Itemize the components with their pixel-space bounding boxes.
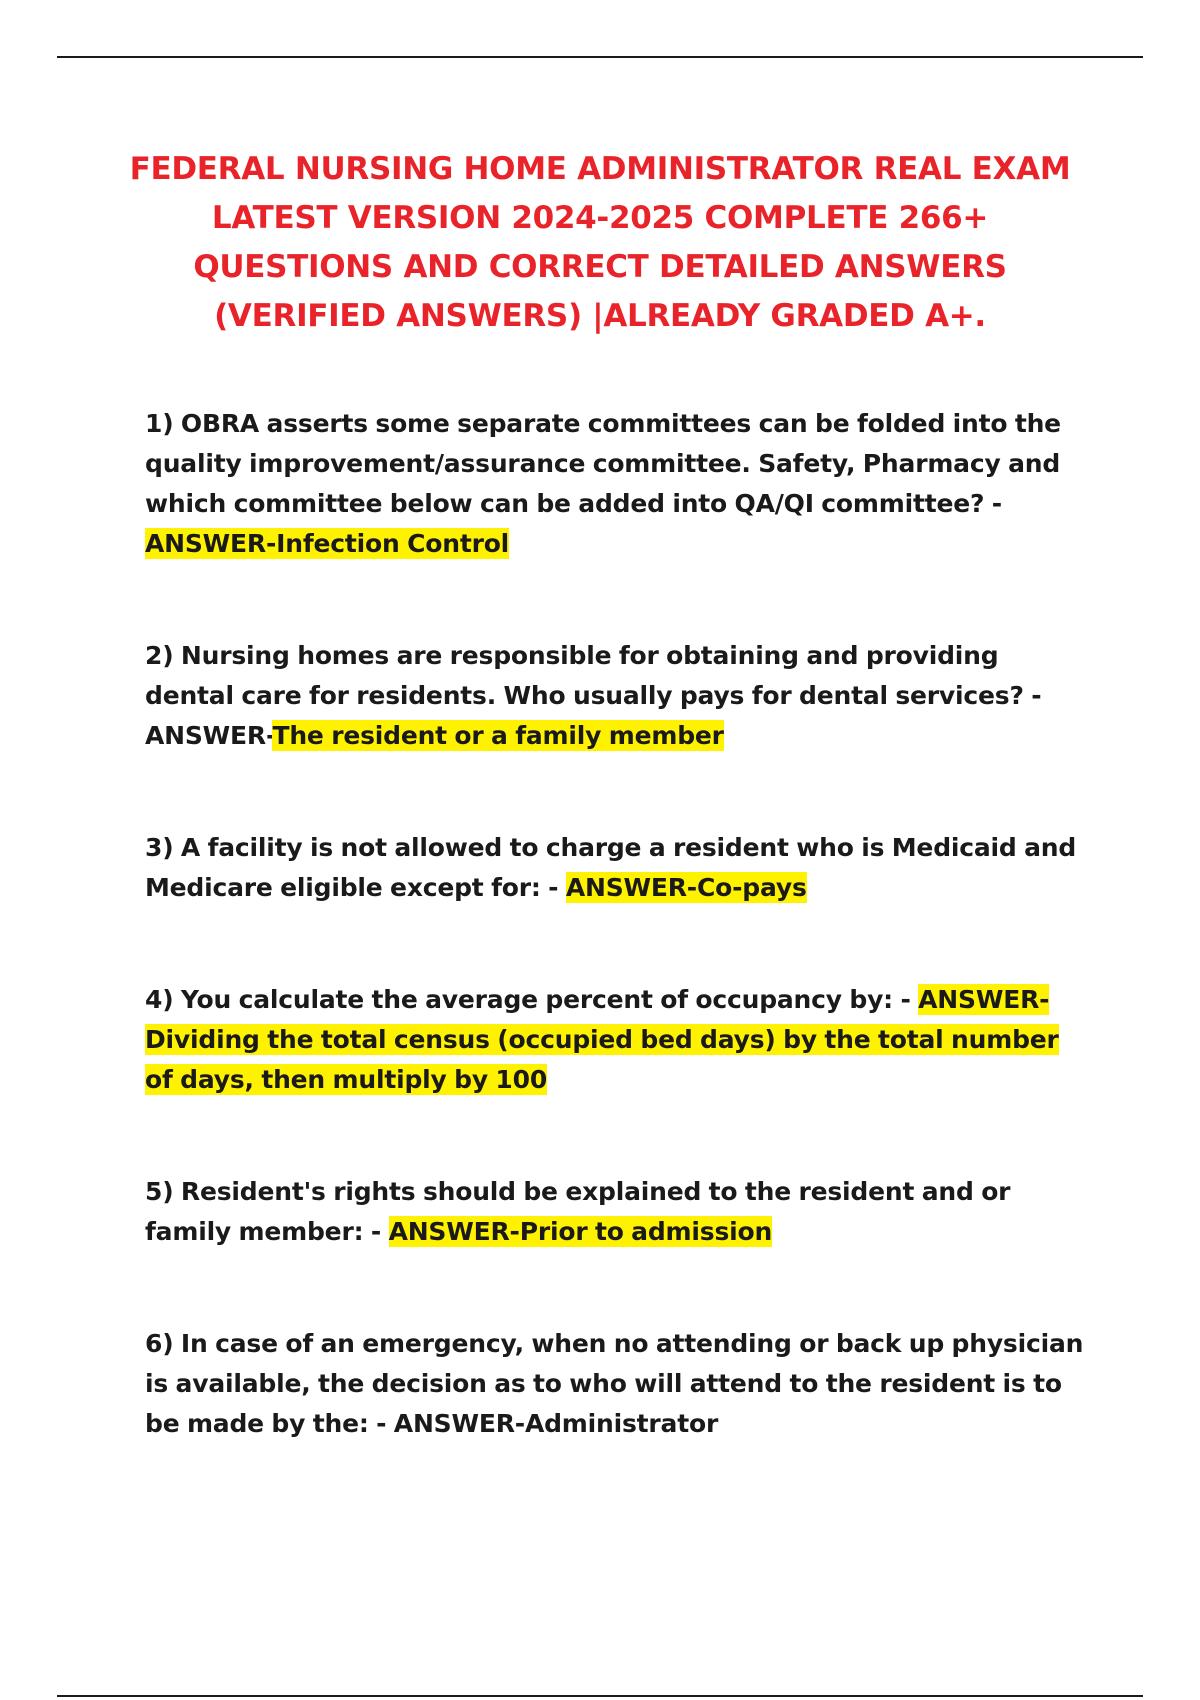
question-1-text: 1) OBRA asserts some separate committees can be folded into the quality improvement/assurance committee. Safety, Pharmacy and which committee below can be added into QA/QI committee? - bbox=[145, 409, 1061, 518]
question-4-answer: ANSWER-Dividing the total census (occupied bed days) by the total number of days, then multiply by 100 bbox=[145, 985, 1059, 1094]
question-3-answer: ANSWER-Co-pays bbox=[565, 873, 807, 902]
question-2 bbox=[145, 636, 1090, 756]
question-2-answer: The resident or a family member bbox=[272, 721, 724, 750]
question-5-answer: ANSWER-Prior to admission bbox=[388, 1217, 773, 1246]
question-4-text: 4) You calculate the average percent of occupancy by: - bbox=[145, 985, 919, 1014]
bottom-divider bbox=[57, 1695, 1143, 1697]
question-1-answer: ANSWER-Infection Control bbox=[145, 529, 510, 558]
question-6-text: 6) In case of an emergency, when no attending or back up physician is available, the decision as to who will attend to the resident is to be made by the: - ANSWER-Administrator bbox=[145, 1329, 1084, 1438]
question-5 bbox=[145, 1172, 1090, 1252]
top-divider bbox=[57, 56, 1143, 58]
question-3 bbox=[145, 828, 1090, 908]
question-5-text: 5) Resident's rights should be explained to the resident and or family member: - bbox=[145, 1177, 1011, 1246]
question-list bbox=[145, 404, 1090, 1444]
question-1 bbox=[145, 404, 1090, 564]
question-2-text: 2) Nursing homes are responsible for obtaining and providing dental care for residents. Who usually pays for dental services? - ANSWER- bbox=[145, 641, 1042, 750]
question-3-text: 3) A facility is not allowed to charge a resident who is Medicaid and Medicare eligible except for: - bbox=[145, 833, 1077, 902]
document-title: FEDERAL NURSING HOME ADMINISTRATOR REAL EXAM LATEST VERSION 2024-2025 COMPLETE 266+ QUESTIONS AND CORRECT DETAILED ANSWERS (VERIFIED ANSWERS) |ALREADY GRADED A+. bbox=[129, 151, 1071, 334]
question-4 bbox=[145, 980, 1090, 1100]
question-6 bbox=[145, 1324, 1090, 1444]
